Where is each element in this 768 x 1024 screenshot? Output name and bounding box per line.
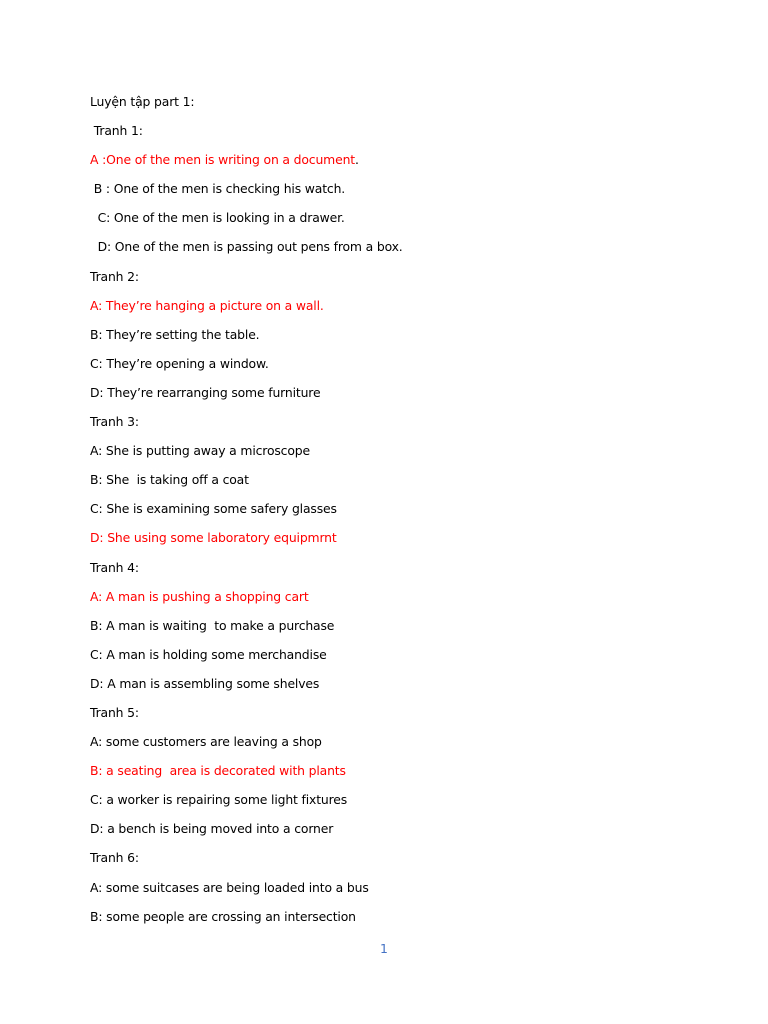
document-line xyxy=(90,295,730,324)
document-line xyxy=(90,120,730,149)
page-number: 1 xyxy=(380,941,388,956)
document-line xyxy=(90,178,730,207)
document-line xyxy=(90,266,730,295)
line-text: B : One of the men is checking his watch. xyxy=(90,181,346,197)
document-line xyxy=(90,702,730,731)
line-text: A :One of the men is writing on a document xyxy=(90,152,355,168)
line-text: A: some customers are leaving a shop xyxy=(90,734,322,750)
line-text: C: a worker is repairing some light fixtures xyxy=(90,792,348,808)
line-suffix: . xyxy=(354,152,359,168)
document-line xyxy=(90,498,730,527)
line-text: A: some suitcases are being loaded into a bus xyxy=(90,879,369,895)
line-text: D: A man is assembling some shelves xyxy=(90,675,320,691)
document-line xyxy=(90,818,730,847)
line-text: Tranh 1: xyxy=(90,123,143,139)
line-text: Tranh 3: xyxy=(90,414,139,430)
document-line xyxy=(90,906,730,935)
document-line xyxy=(90,877,730,906)
document-line xyxy=(90,731,730,760)
line-text: B: A man is waiting to make a purchase xyxy=(90,617,335,633)
document-title: Luyện tập part 1: xyxy=(90,94,195,109)
line-text: C: A man is holding some merchandise xyxy=(90,646,327,662)
answer-lines xyxy=(90,120,730,935)
line-text: C: They’re opening a window. xyxy=(90,355,269,371)
document-line xyxy=(90,236,730,265)
document-line xyxy=(90,789,730,818)
line-text: D: One of the men is passing out pens from a box. xyxy=(90,239,403,255)
line-text: A: They’re hanging a picture on a wall. xyxy=(90,297,324,313)
line-text: D: a bench is being moved into a corner xyxy=(90,821,334,837)
document-line xyxy=(90,586,730,615)
line-text: A: A man is pushing a shopping cart xyxy=(90,588,309,604)
line-text: C: One of the men is looking in a drawer. xyxy=(90,210,345,226)
document-line xyxy=(90,760,730,789)
document-line xyxy=(90,469,730,498)
document-line xyxy=(90,673,730,702)
document-line xyxy=(90,644,730,673)
line-text: D: She using some laboratory equipmrnt xyxy=(90,530,337,546)
document-line xyxy=(90,411,730,440)
line-text: B: They’re setting the table. xyxy=(90,326,260,342)
line-text: C: She is examining some safery glasses xyxy=(90,501,337,517)
line-text: D: They’re rearranging some furniture xyxy=(90,384,321,400)
document-line xyxy=(90,382,730,411)
document-line xyxy=(90,207,730,236)
line-text: B: She is taking off a coat xyxy=(90,472,249,488)
document-line xyxy=(90,847,730,876)
document-line xyxy=(90,440,730,469)
document-line xyxy=(90,557,730,586)
line-text: Tranh 6: xyxy=(90,850,139,866)
line-text: B: some people are crossing an intersection xyxy=(90,908,356,924)
line-text: A: She is putting away a microscope xyxy=(90,443,310,459)
line-text: Tranh 5: xyxy=(90,704,139,720)
document-line xyxy=(90,324,730,353)
document-line xyxy=(90,615,730,644)
line-text: Tranh 2: xyxy=(90,268,139,284)
document-body xyxy=(90,91,730,935)
line-text: Tranh 4: xyxy=(90,559,139,575)
line-text: B: a seating area is decorated with plants xyxy=(90,763,346,779)
document-line xyxy=(90,149,730,178)
document-line xyxy=(90,353,730,382)
document-line xyxy=(90,527,730,556)
